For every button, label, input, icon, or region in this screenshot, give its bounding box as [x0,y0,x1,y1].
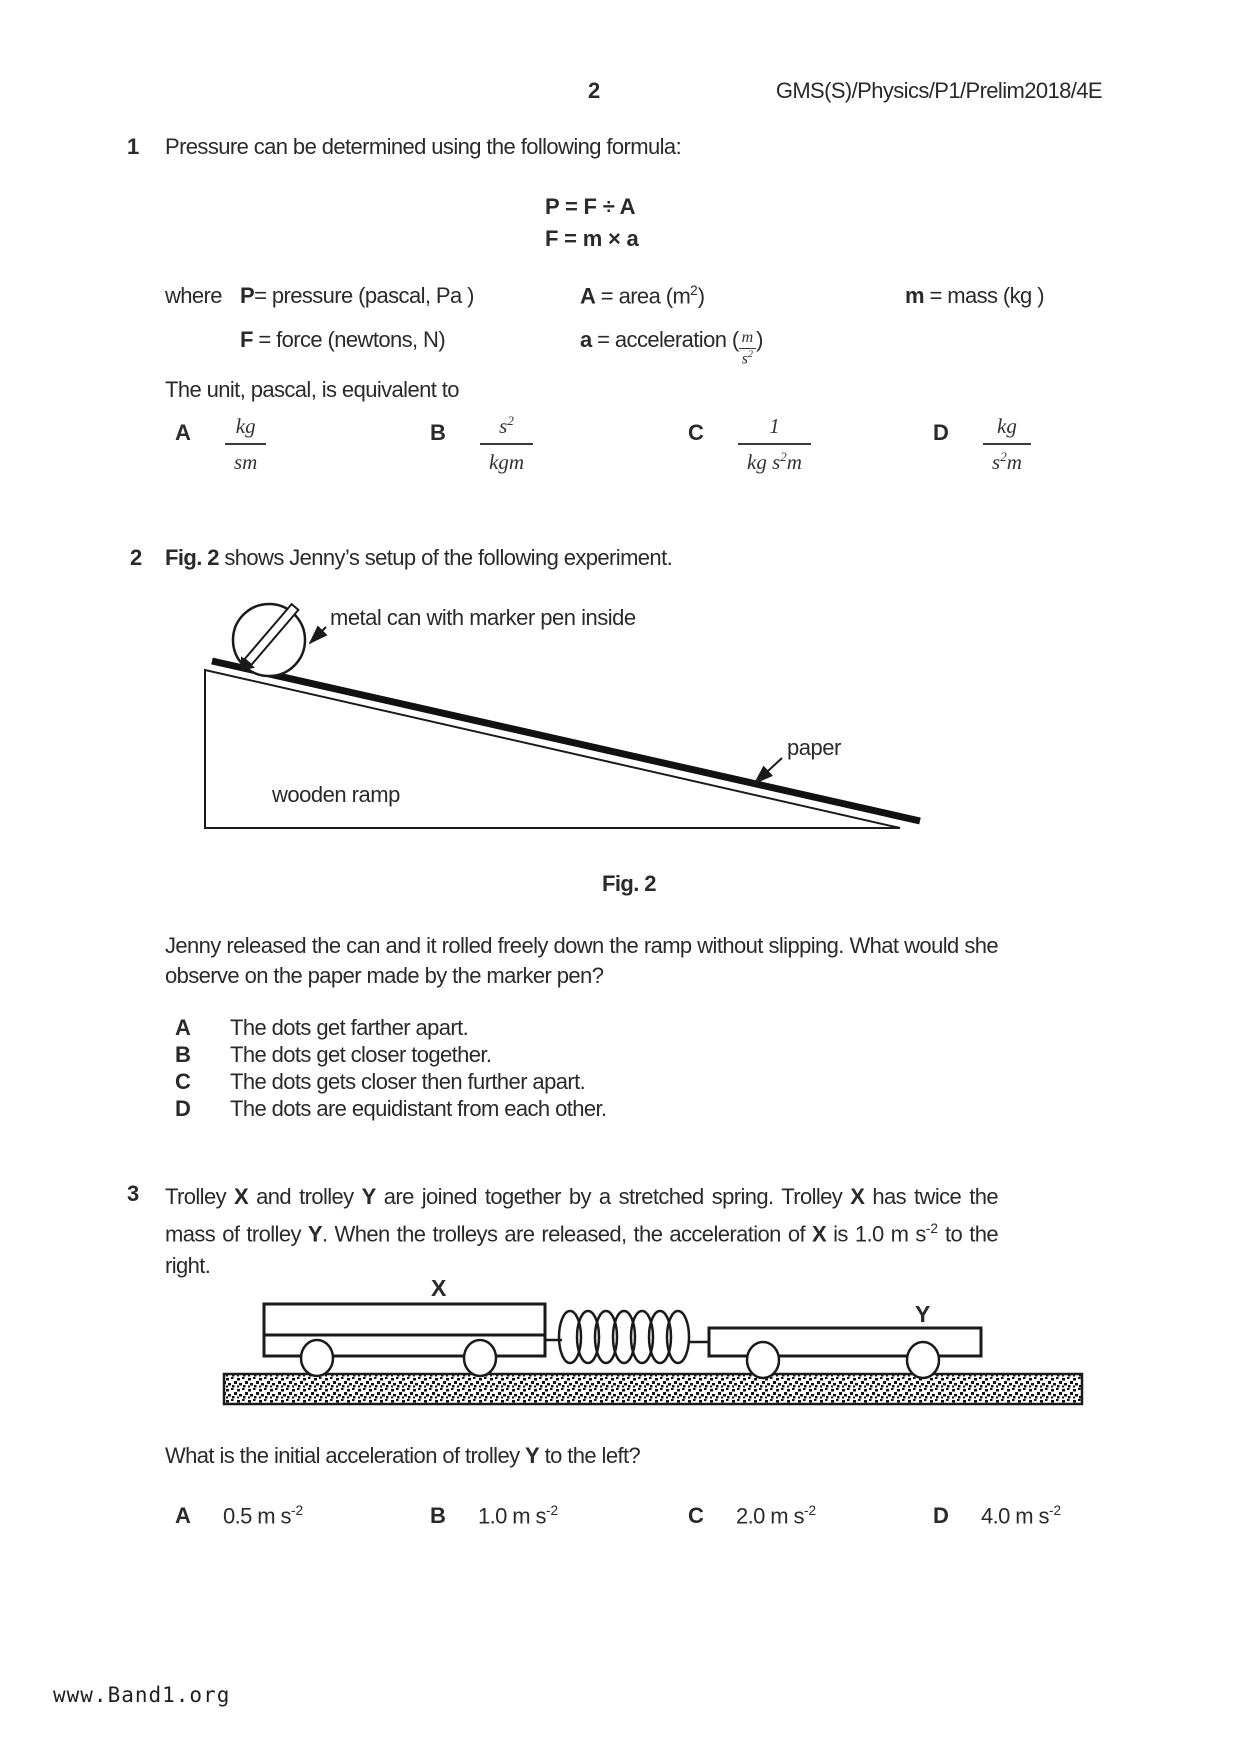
ground [224,1374,1082,1404]
q2-paragraph: Jenny released the can and it rolled freely down the ramp without slipping. What would she observe on the paper made by the marker pen? [165,933,998,988]
fraction-denominator: $s^2$ [741,348,753,367]
trolley-y-wheel-right [907,1342,939,1378]
trolley-x-wheel-left [301,1340,333,1376]
def-area-text: = area (m [595,283,691,309]
def-accel-close: ) [756,327,763,352]
q1-option-c [688,412,811,474]
option-letter: A [175,1503,191,1529]
trolley-x-wheel-right [464,1340,496,1376]
q1-formula-pressure: P = F ÷ A [545,194,636,219]
can-label: metal can with marker pen inside [330,605,636,630]
option-text: The dots gets closer then further apart. [230,1069,586,1094]
option-fraction: $\frac{kg}{s^2m}$ [983,412,1031,474]
q3-question: What is the initial acceleration of trolley Y to the left? [165,1443,641,1468]
def-pressure-text: = pressure (pascal, Pa ) [254,283,474,308]
option-value: 2.0 m s [736,1503,804,1529]
page-number: 2 [588,78,600,103]
spring-coils [559,1311,689,1363]
q1-def-force [240,327,445,352]
q3-option-c: C 2.0 m $s^{-2}$ [688,1503,817,1529]
option-text: The dots are equidistant from each other. [230,1096,607,1121]
q3-paragraph: Trolley X and trolley Y are joined together by a stretched spring. Trolley X has twice the mass of trolley Y. When the trolleys are released, the acceleration of X is 1.0 m $s^{-2}$ to the right. [165,1184,998,1279]
option-letter: C [175,1069,191,1094]
q1-where-label: where [165,283,222,308]
q1-def-pressure [240,283,474,308]
option-letter: A [175,1015,191,1040]
option-letter: B [430,420,446,445]
ramp-label: wooden ramp [272,782,400,807]
option-letter: C [688,1503,704,1529]
option-text: The dots get farther apart. [230,1015,469,1040]
q3-option-b: B 1.0 m $s^{-2}$ [430,1503,559,1529]
q3-option-a: A 0.5 m $s^{-2}$ [175,1503,304,1529]
q2-option-b [175,1042,491,1068]
trolley-x-label: X [431,1278,446,1301]
doc-code: GMS(S)/Physics/P1/Prelim2018/4E [775,78,1102,103]
q2-option-c [175,1069,585,1095]
trolley-y-label: Y [915,1301,930,1327]
paper-label: paper [787,735,841,760]
def-area-close: ) [697,283,705,309]
q2-prompt: Fig. 2 shows Jenny’s setup of the following experiment. [165,545,673,570]
option-value: 0.5 m s [223,1503,291,1529]
option-letter: D [933,1503,949,1529]
option-fraction: $\frac{kg}{sm}$ [225,412,266,474]
fig2-caption: Fig. 2 [602,871,656,896]
trolley-y-wheel-left [747,1342,779,1378]
q1-formula-force: F = m × a [545,226,639,251]
q1-def-acceleration [580,327,763,368]
q2-option-a [175,1015,468,1041]
q1-def-area [580,283,704,309]
option-fraction: $\frac{s^2}{\text{kgm}}$ [480,412,533,474]
option-letter: B [430,1503,446,1529]
option-letter: D [175,1096,191,1121]
symbol-p: P [240,283,255,308]
option-letter: D [933,420,949,445]
def-accel-text: = acceleration ( [591,327,739,352]
def-area-sup: 2 [690,283,698,298]
q1-option-d [933,412,1031,474]
q3-number: 3 [127,1181,139,1206]
paper-label-arrow [755,758,782,783]
option-value: 1.0 m s [478,1503,546,1529]
q2-number: 2 [130,545,142,570]
option-text: The dots get closer together. [230,1042,492,1067]
q1-number: 1 [127,134,139,159]
def-mass-text: = mass (kg ) [923,283,1044,308]
q1-option-b [430,412,533,474]
fraction-numerator: m [739,330,757,349]
q3-option-d: D 4.0 m $s^{-2}$ [933,1503,1062,1529]
def-force-text: = force (newtons, N) [252,327,446,352]
ramp-diagram [160,595,950,845]
q1-unit-line: The unit, pascal, is equivalent to [165,377,459,402]
trolley-diagram [215,1278,1090,1418]
symbol-a-upper: A [580,283,596,309]
can-label-arrow [310,627,326,643]
accel-unit-fraction [739,330,757,368]
q1-prompt: Pressure can be determined using the following formula: [165,134,682,159]
option-letter: A [175,420,191,445]
option-fraction: $\frac{1}{kg s^2m}$ [738,412,811,474]
q2-option-d [175,1096,607,1122]
option-letter: B [175,1042,191,1067]
option-letter: C [688,420,704,445]
q1-def-mass [905,283,1044,308]
symbol-m: m [905,283,924,308]
fig-reference: Fig. 2 [165,545,219,570]
option-value: 4.0 m s [981,1503,1049,1529]
symbol-a-lower: a [580,327,592,352]
site-watermark: www.Band1.org [53,1683,231,1707]
symbol-f: F [240,327,253,352]
q1-option-a [175,412,266,474]
